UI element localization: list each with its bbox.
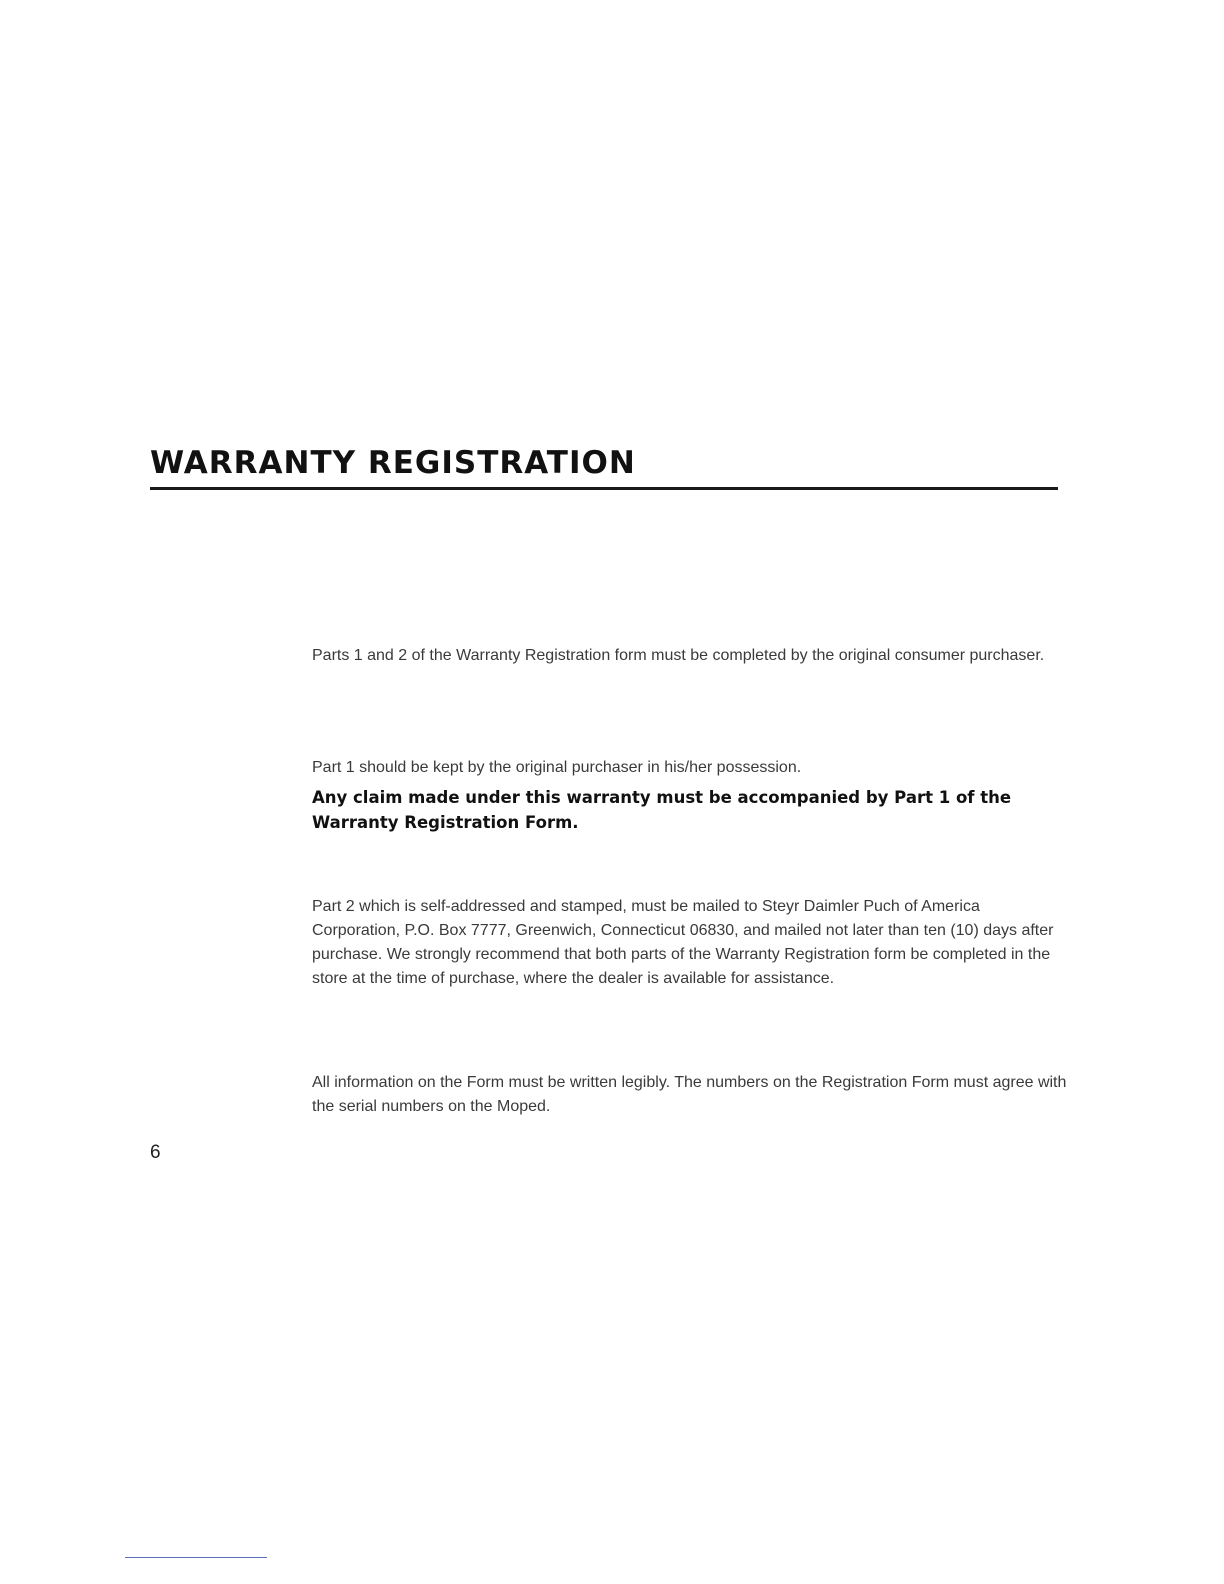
paragraph-legibility: All information on the Form must be written legibly. The numbers on the Registration Form must agree with the serial numbers on the Moped. <box>312 1074 1067 1115</box>
page-number: 6 <box>150 1142 161 1163</box>
paragraph-completion: Parts 1 and 2 of the Warranty Registration form must be completed by the original consumer purchaser. <box>312 647 1045 664</box>
paragraph-claim-notice: Any claim made under this warranty must be accompanied by Part 1 of the Warranty Registration Form. <box>312 788 1012 832</box>
footer-divider <box>125 1557 267 1558</box>
title-divider <box>150 487 1058 490</box>
page-title: WARRANTY REGISTRATION <box>150 445 636 481</box>
paragraph-part-1: Part 1 should be kept by the original purchaser in his/her possession. <box>312 759 802 776</box>
paragraph-part-2: Part 2 which is self-addressed and stamped, must be mailed to Steyr Daimler Puch of America Corporation, P.O. Box 7777, Greenwich, Connecticut 06830, and mailed not later than ten (10) days after purchase. We strongly recommend that both parts of the Warranty Registration form be completed in the store at the time of purchase, where the dealer is available for assistance. <box>312 898 1054 987</box>
